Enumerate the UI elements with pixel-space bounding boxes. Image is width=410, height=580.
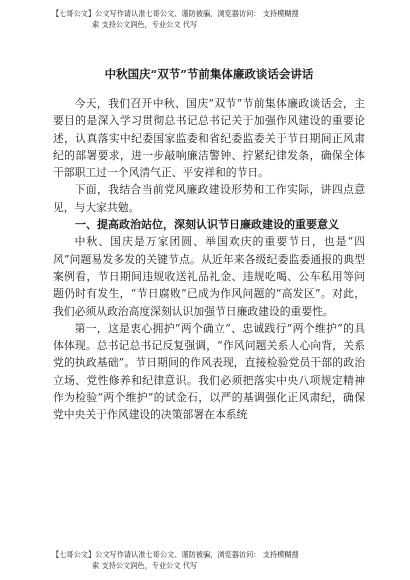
- header-watermark-banner: [52, 8, 382, 30]
- section-heading-1: 一、提高政治站位，深刻认识节日廉政建设的重要意义: [75, 218, 339, 232]
- footer-banner-line-1: 【七哥公文】公文写作请认准七哥公文、谨防被骗，浏览器访问： 支持模糊搜: [52, 550, 299, 559]
- header-banner-line-2: 索 支持公文润色，专业公文 代写: [92, 20, 198, 29]
- intro-paragraph-2: 下面，我结合当前党风廉政建设形势和工作实际，讲四点意见，与大家共勉。: [53, 183, 365, 214]
- header-banner-line-1: 【七哥公文】公文写作请认准七哥公文、谨防被骗，浏览器访问： 支持模糊搜: [52, 9, 299, 18]
- section-paragraph-2: 第一，这是衷心拥护“两个确立”、忠诚践行“两个维护”的具体体现。总书记总书记反复强调，“作风问题关系人心向背，关系党的执政基础”。节日期间的作风表现，直接检验党员干部的政治立场、党性修养和纪律意识。我们必须把落实中央八项规定精神作为检验“两个维护”的试金石，以严的基调强化正风肃纪，确保党中央关于作风建设的决策部署在本系统: [53, 321, 365, 422]
- document-body: [53, 66, 365, 424]
- footer-banner-line-2: 索 支持公文润色，专业公文 代写: [92, 561, 198, 570]
- footer-watermark-banner: [52, 549, 382, 571]
- document-title: 中秋国庆“双节”节前集体廉政谈话会讲话: [104, 67, 314, 81]
- section-paragraph-1: 中秋、国庆是万家团圆、举国欢庆的重要节日，也是“四风”问题易发多发的关键节点。从近年来各级纪委监委通报的典型案例看，节日期间违规收送礼品礼金、违规吃喝、公车私用等问题仍时有发生，“节日腐败”已成为作风问题的“高发区”。对此，我们必须从政治高度深刻认识加强节日廉政建设的重要性。: [53, 235, 365, 318]
- intro-paragraph-1: 今天，我们召开中秋、国庆“双节”节前集体廉政谈话会，主要目的是深入学习贯彻总书记总书记关于加强作风建设的重要论述，认真落实中纪委国家监委和省纪委监委关于节日期间正风肃纪的部署要求，进一步敲响廉洁警钟、拧紧纪律发条，确保全体干部职工过一个风清气正、平安祥和的节日。: [53, 97, 365, 180]
